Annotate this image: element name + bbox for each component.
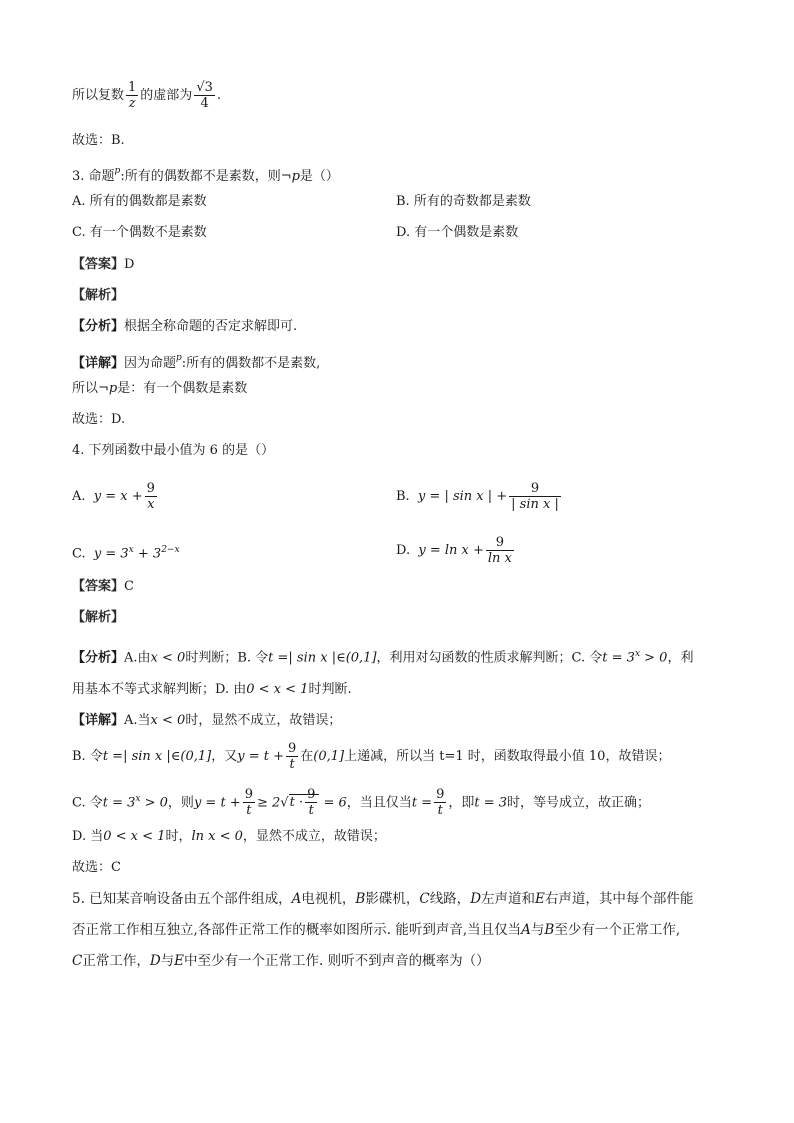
q4-fenxi-line2: 用基本不等式求解判断；D. 由0 < x < 1时判断. xyxy=(72,682,352,697)
q5-stem-line3: C正常工作，D与E中至少有一个正常工作. 则听不到声音的概率为（） xyxy=(72,953,490,969)
q2-choice: 故选：B. xyxy=(72,133,125,148)
q4-choice: 故选：C xyxy=(72,860,121,875)
q4-option-a: A. y = x + $\frac{9}{x}$ xyxy=(72,481,155,512)
q3-fenxi: 【分析】根据全称命题的否定求解即可. xyxy=(72,319,298,334)
q3-stem: 3. 命题$^p$:所有的偶数都不是素数，则¬p是（） xyxy=(72,166,339,184)
q4-analysis-heading: 【解析】 xyxy=(72,610,125,625)
q3-xiangjie: 【详解】因为命题$^p$:所有的偶数都不是素数, xyxy=(72,353,321,371)
q4-option-d: D. y = ln x + $\frac{9}{\text{ln x}}$ xyxy=(396,535,512,566)
q3-conclusion: 所以¬p是：有一个偶数是素数 xyxy=(72,381,248,396)
sqrt-radicand: t · $\frac{9}{t}$ xyxy=(289,794,320,810)
q4-option-b: B. y = | sin x | + $\frac{9}{\text{| sin x |}}$ xyxy=(396,481,559,512)
q2-conclusion-line: 所以复数 $\frac{1}{z}$ 的虚部为 $\frac{√3}{4}$ . xyxy=(72,80,222,111)
fraction-one-over-z: $\frac{1}{z}$ xyxy=(128,80,137,111)
q4-xiangjie-b: B. 令t =| sin x |∈(0,1]，又y = t + $\frac{9}{t}$ 在(0,1]上递减，所以当 t=1 时，函数取得最小值 10，故错误； xyxy=(72,741,671,772)
q4-stem: 4. 下列函数中最小值为 6 的是（） xyxy=(72,443,275,458)
q3-option-a: A. 所有的偶数都是素数 xyxy=(72,194,207,209)
q3-option-b: B. 所有的奇数都是素数 xyxy=(396,194,531,209)
q4-xiangjie-d: D. 当0 < x < 1时，ln x < 0，显然不成立，故错误； xyxy=(72,829,386,844)
q4-xiangjie-c: C. 令$t = 3^x > 0$，则y = t + $\frac{9}{t}$ ≥ 2√t · $\frac{9}{t}$ = 6，当且仅当t = $\frac{9}{t}$ ，即t = 3时，等号成立，故正确； xyxy=(72,787,651,819)
q4-option-c: C. $y = 3^x + 3^{2-x}$ xyxy=(72,545,180,562)
q4-fenxi-line1: 【分析】A.由x < 0时判断；B. 令t =| sin x |∈(0,1]，利用对勾函数的性质求解判断；C. 令$t = 3^x > 0$，利 xyxy=(72,649,694,666)
q3-option-d: D. 有一个偶数是素数 xyxy=(396,225,519,240)
q3-option-c: C. 有一个偶数不是素数 xyxy=(72,225,207,240)
q4-xiangjie-a: 【详解】A.当x < 0时，显然不成立，故错误； xyxy=(72,713,342,728)
fraction-sqrt3-over-4: $\frac{√3}{4}$ xyxy=(196,80,213,111)
q5-stem-line1: 5. 已知某音响设备由五个部件组成，A电视机，B影碟机，C线路，D左声道和E右声道，其中每个部件能 xyxy=(72,891,694,907)
q3-answer: 【答案】D xyxy=(72,257,135,272)
q3-analysis-heading: 【解析】 xyxy=(72,288,125,303)
q3-choice: 故选：D. xyxy=(72,412,126,427)
sqrt-sign: √ xyxy=(280,795,289,811)
q5-stem-line2: 否正常工作相互独立,各部件正常工作的概率如图所示. 能听到声音,当且仅当A与B至少有一个正常工作, xyxy=(72,922,681,938)
q4-answer: 【答案】C xyxy=(72,579,134,594)
